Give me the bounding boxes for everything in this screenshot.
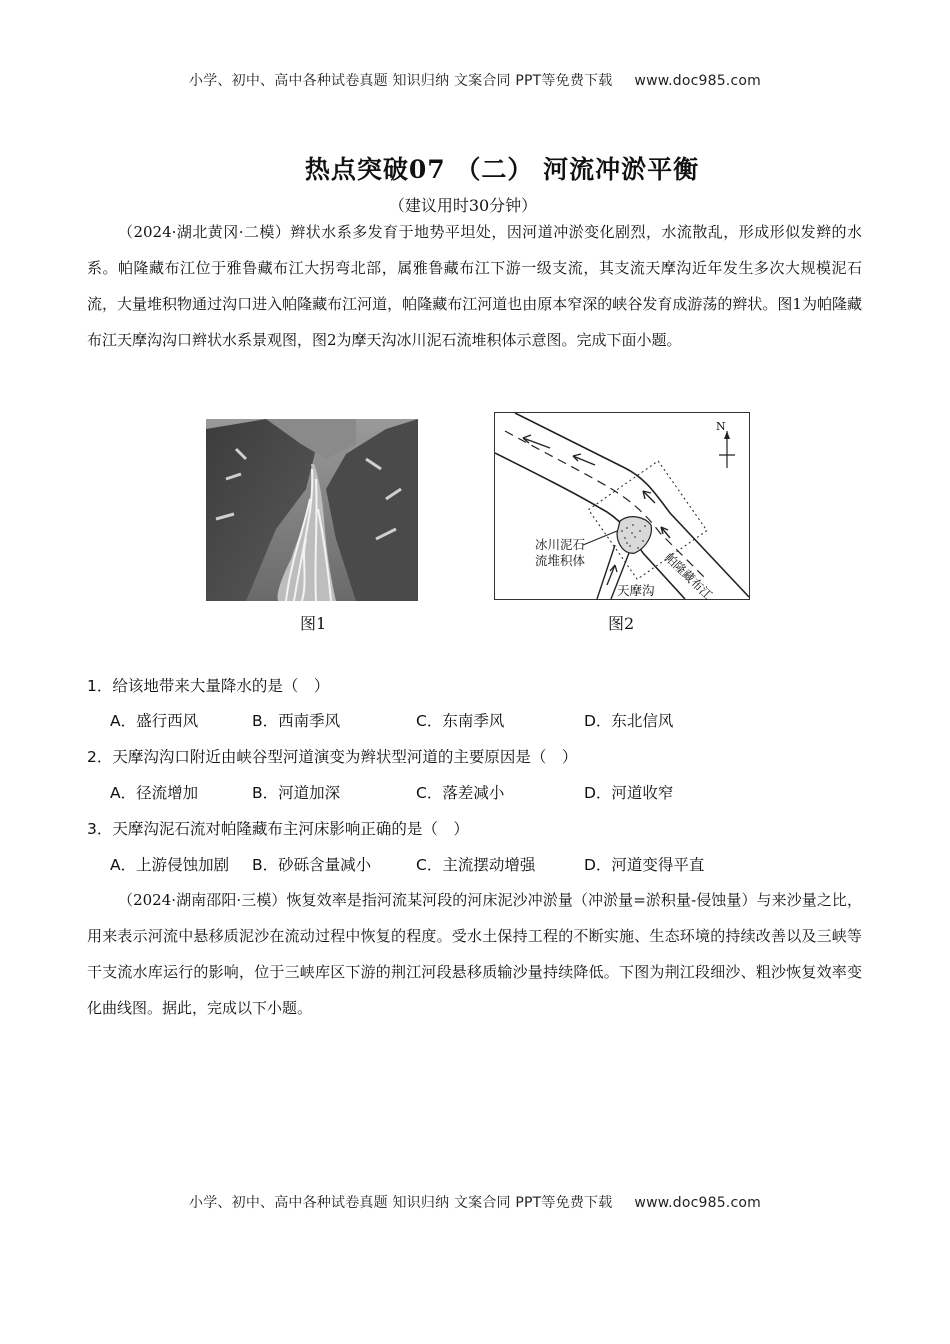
q3-option-b[interactable]: B．砂砾含量减小 [252, 856, 372, 874]
page-footer [0, 1192, 950, 1212]
question-1-stem: 1．给该地带来大量降水的是（ ） [87, 677, 330, 695]
figure-2-caption: 图2 [608, 614, 635, 633]
question-2-stem: 2．天摩沟沟口附近由峡谷型河道演变为辫状型河道的主要原因是（ ） [87, 748, 578, 766]
gully-label: 天摩沟 [617, 583, 655, 598]
q1-option-b[interactable]: B．西南季风 [252, 712, 341, 730]
q3-option-d[interactable]: D．河道变得平直 [584, 856, 705, 874]
deposit-label-line-2: 流堆积体 [535, 553, 586, 568]
debris-flow-schematic [495, 413, 749, 599]
page-title: 热点突破07 （二） 河流冲淤平衡 [304, 155, 700, 184]
header-text: 小学、初中、高中各种试卷真题 知识归纳 文案合同 PPT等免费下载 [189, 73, 613, 89]
header-site[interactable]: www.doc985.com [634, 73, 761, 89]
figure-1-caption: 图1 [300, 614, 327, 633]
q1-option-c[interactable]: C．东南季风 [416, 712, 505, 730]
footer-site[interactable]: www.doc985.com [634, 1195, 761, 1211]
intro-paragraph-1: （2024·湖北黄冈·二模）辫状水系多发育于地势平坦处，因河道冲淤变化剧烈，水流散乱，形成形似发辫的水系。帕隆藏布江位于雅鲁藏布江大拐弯北部，属雅鲁藏布江下游一级支流，其支流天摩沟近年发生多次大规模泥石流，大量堆积物通过沟口进入帕隆藏布江河道，帕隆藏布江河道也由原本窄深的峡谷发育成游荡的辫状。图1为帕隆藏布江天摩沟沟口辫状水系景观图，图2为摩天沟冰川泥石流堆积体示意图。完成下面小题。 [87, 223, 862, 349]
question-3-stem: 3．天摩沟泥石流对帕隆藏布主河床影响正确的是（ ） [87, 820, 469, 838]
braided-river-photo-image [206, 419, 418, 601]
page-subtitle: （建议用时30分钟） [388, 196, 538, 215]
deposit-label-line-1: 冰川泥石 [535, 537, 586, 552]
q1-option-d[interactable]: D．东北信风 [584, 712, 674, 730]
deposit-label [535, 537, 585, 569]
q2-option-b[interactable]: B．河道加深 [252, 784, 341, 802]
q2-option-a[interactable]: A．径流增加 [110, 784, 199, 802]
q1-option-a[interactable]: A．盛行西风 [110, 712, 199, 730]
q2-option-c[interactable]: C．落差减小 [416, 784, 505, 802]
q3-option-a[interactable]: A．上游侵蚀加剧 [110, 856, 230, 874]
figure-2-diagram [494, 412, 750, 603]
q2-option-d[interactable]: D．河道收窄 [584, 784, 674, 802]
page-header [0, 70, 950, 90]
figure-1-photo [206, 419, 418, 601]
footer-text: 小学、初中、高中各种试卷真题 知识归纳 文案合同 PPT等免费下载 [189, 1195, 613, 1211]
north-label: N [716, 420, 726, 433]
river-label: 帕隆藏布江 [661, 550, 715, 603]
intro-paragraph-2: （2024·湖南邵阳·三模）恢复效率是指河流某河段的河床泥沙冲淤量（冲淤量=淤积量-侵蚀量）与来沙量之比，用来表示河流中悬移质泥沙在流动过程中恢复的程度。受水土保持工程的不断实施、生态环境的持续改善以及三峡等干支流水库运行的影响，位于三峡库区下游的荆江河段悬移质输沙量持续降低。下图为荆江段细沙、粗沙恢复效率变化曲线图。据此，完成以下小题。 [87, 891, 862, 1017]
q3-option-c[interactable]: C．主流摆动增强 [416, 856, 536, 874]
